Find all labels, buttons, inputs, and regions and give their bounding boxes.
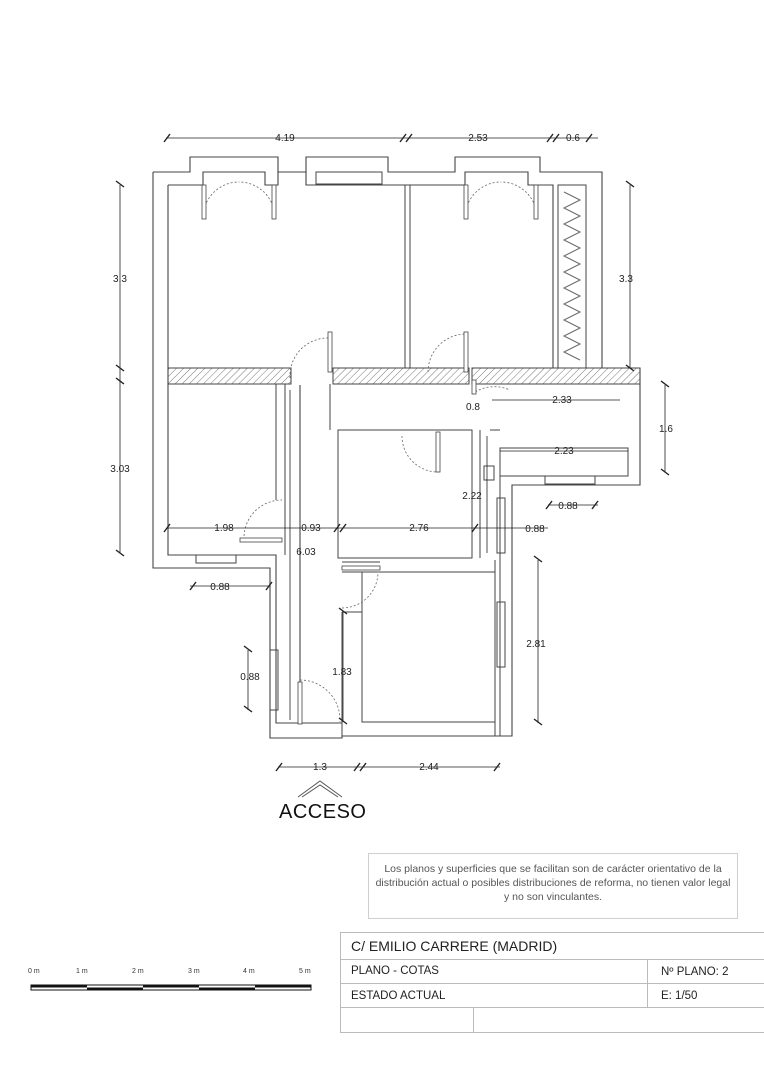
address-title: C/ EMILIO CARRERE (MADRID): [351, 938, 558, 954]
access-arrow: [298, 781, 342, 797]
plan-type: PLANO - COTAS: [351, 965, 439, 977]
dim-int-3: 6.03: [296, 547, 316, 558]
plan-number: Nº PLANO: 2: [661, 966, 729, 978]
access-label: ACCESO: [279, 801, 367, 823]
plan-scale: E: 1/50: [661, 990, 698, 1002]
title-block: [340, 932, 764, 1033]
dim-int-6: 2.33: [552, 395, 572, 406]
scale-bar: [31, 985, 311, 990]
dim-low-3: 1.83: [332, 667, 352, 678]
scale-label-4: 4 m: [243, 968, 255, 975]
dim-right-1: 3.3: [619, 274, 633, 285]
dim-int-1: 1.98: [214, 523, 234, 534]
dim-low-4: 2.81: [526, 639, 546, 650]
disclaimer-note: Los planos y superficies que se facilitan son de carácter orientativo de la distribución actual o posibles distribuciones de reforma, no tienen valor legal y no son vinculantes.: [368, 853, 738, 919]
scale-label-5: 5 m: [299, 968, 311, 975]
dim-int-5: 0.8: [466, 402, 480, 413]
scale-label-1: 1 m: [76, 968, 88, 975]
dim-left-1: 3.3: [113, 274, 127, 285]
dim-int-11: 0.88: [525, 524, 545, 535]
dim-low-1: 0.88: [210, 582, 230, 593]
dim-top-3: 0.6: [566, 133, 580, 144]
dimension-lines: [120, 138, 665, 767]
dim-int-7: 1.6: [659, 424, 673, 435]
dim-int-10: 0.88: [558, 501, 578, 512]
scale-label-2: 2 m: [132, 968, 144, 975]
dim-top-1: 4.19: [275, 133, 295, 144]
scale-label-0: 0 m: [28, 968, 40, 975]
door-leaves: [202, 185, 538, 724]
plan-state: ESTADO ACTUAL: [351, 990, 446, 1002]
dim-bot-1: 1.3: [313, 762, 327, 773]
dimension-labels: [110, 133, 673, 773]
dim-int-9: 2.22: [462, 491, 482, 502]
dim-left-2: 3.03: [110, 464, 130, 475]
dim-int-4: 2.76: [409, 523, 429, 534]
dim-low-2: 0.88: [240, 672, 260, 683]
scale-label-3: 3 m: [188, 968, 200, 975]
dim-bot-2: 2.44: [419, 762, 439, 773]
dim-top-2: 2.53: [468, 133, 488, 144]
dim-int-2: 0.93: [301, 523, 321, 534]
dim-int-8: 2.23: [554, 446, 574, 457]
